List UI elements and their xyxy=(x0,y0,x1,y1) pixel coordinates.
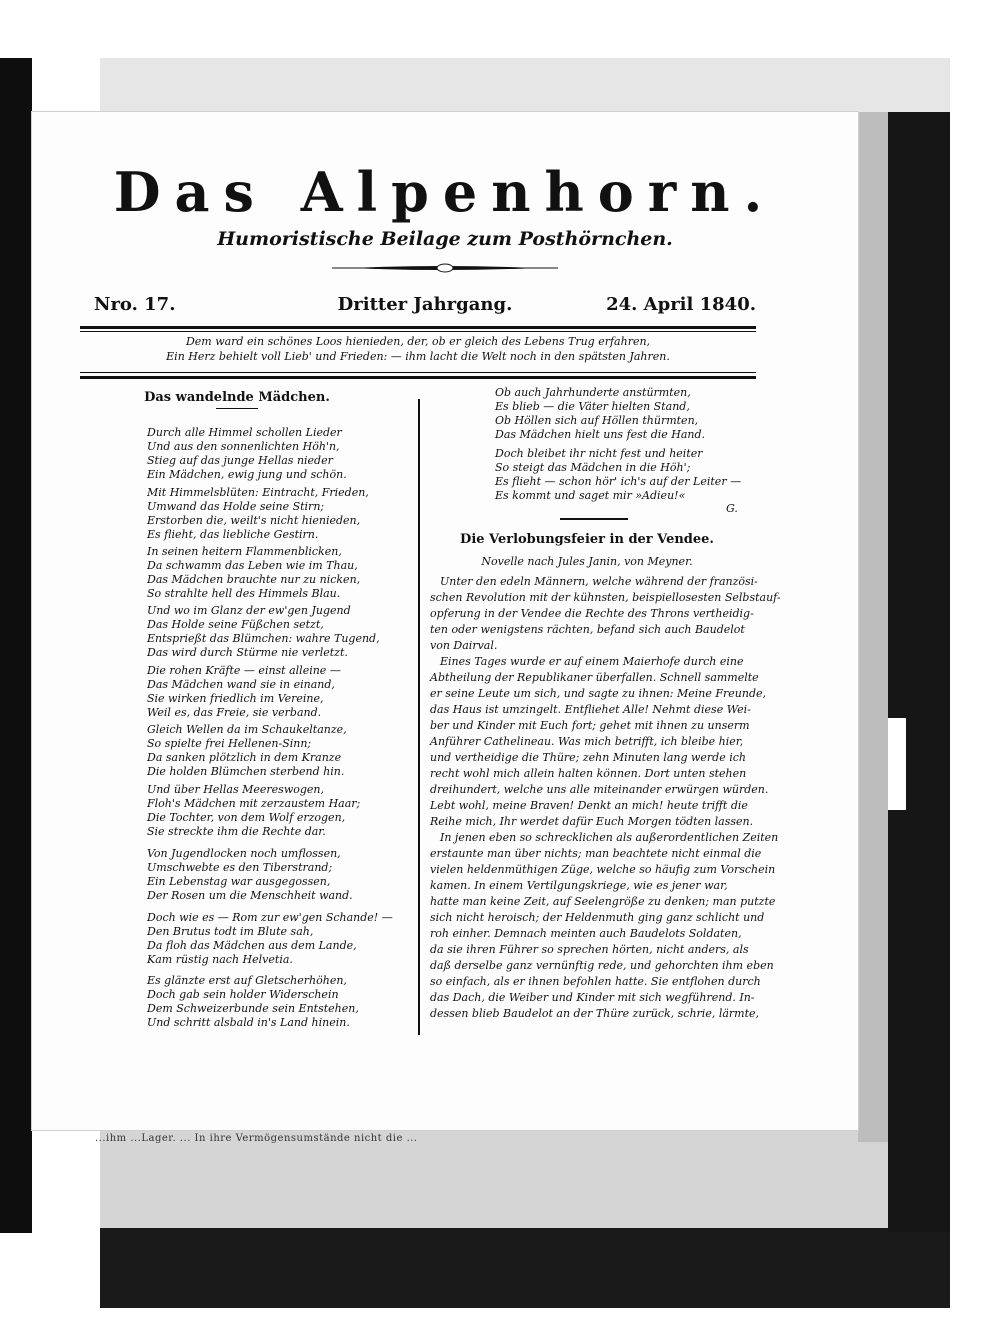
text-line: opferung in der Vendee die Rechte des Throns vertheidig- xyxy=(430,607,754,620)
text-line: und vertheidige die Thüre; zehn Minuten lang werde ich xyxy=(430,751,746,764)
verse-line: Und schritt alsbald in's Land hinein. xyxy=(147,1016,350,1029)
text-line: ber und Kinder mit Euch fort; gehet mit ihnen zu unserm xyxy=(430,719,750,732)
verse-line: Durch alle Himmel schollen Lieder xyxy=(147,426,342,439)
text-line: roh einher. Demnach meinten auch Baudelots Soldaten, xyxy=(430,927,742,940)
text-line: In jenen eben so schrecklichen als außerordentlichen Zeiten xyxy=(440,831,779,844)
poem-stanza xyxy=(147,604,380,660)
verse-line: Das Mädchen hielt uns fest die Hand. xyxy=(495,428,706,441)
verse-line: Dem Schweizerbunde sein Entstehen, xyxy=(147,1002,359,1015)
verse-line: Stieg auf das junge Hellas nieder xyxy=(147,454,333,467)
text-line: dreihundert, welche uns alle miteinander erwürgen würden. xyxy=(430,783,769,796)
novella-title: Die Verlobungsfeier in der Vendee. xyxy=(460,532,714,547)
verse-line: Gleich Wellen da im Schaukeltanze, xyxy=(147,723,347,736)
poem-stanza xyxy=(147,911,393,967)
bleed-through-text: ...ihm ...Lager. ... In ihre Vermögensumstände nicht die ... xyxy=(95,1133,418,1144)
issue-date: 24. April 1840. xyxy=(606,294,756,315)
verse-line: Es flieht, das liebliche Gestirn. xyxy=(147,528,319,541)
poem-stanza xyxy=(147,783,360,839)
verse-line: Es flieht — schon hör' ich's auf der Leiter — xyxy=(495,475,742,488)
poem-stanza xyxy=(147,545,360,601)
text-line: Unter den edeln Männern, welche während der französi- xyxy=(440,575,758,588)
verse-line: Die holden Blümchen sterbend hin. xyxy=(147,765,345,778)
verse-line: Das Mädchen brauchte nur zu nicken, xyxy=(147,573,361,586)
poem-stanza-continued xyxy=(495,447,741,503)
verse-line: Die Tochter, von dem Wolf erzogen, xyxy=(147,811,346,824)
verse-line: Und aus den sonnenlichten Höh'n, xyxy=(147,440,340,453)
verse-line: In seinen heitern Flammenblicken, xyxy=(147,545,342,558)
rule-bottom xyxy=(80,376,756,379)
verse-line: Von Jugendlocken noch umflossen, xyxy=(147,847,341,860)
text-line: ten oder wenigstens rächten, befand sich auch Baudelot xyxy=(430,623,745,636)
verse-line: Das wird durch Stürme nie verletzt. xyxy=(147,646,348,659)
verse-line: Da sanken plötzlich in dem Kranze xyxy=(147,751,342,764)
verse-line: Es blieb — die Väter hielten Stand, xyxy=(495,400,690,413)
text-line: das Haus ist umzingelt. Entfliehet Alle! Nehmt diese Wei- xyxy=(430,703,751,716)
text-line: sich nicht heroisch; der Heldenmuth ging ganz schlicht und xyxy=(430,911,765,924)
verse-line: Umwand das Holde seine Stirn; xyxy=(147,500,325,513)
ornament-divider xyxy=(332,263,558,273)
verse-line: Ob Höllen sich auf Höllen thürmten, xyxy=(495,414,699,427)
rule-bottom-inner xyxy=(80,372,756,373)
poem-stanza xyxy=(147,974,359,1030)
text-line: hatte man keine Zeit, auf Seelengröße zu denken; man putzte xyxy=(430,895,776,908)
verse-line: Es kommt und saget mir »Adieu!« xyxy=(495,489,686,502)
poem-signature: G. xyxy=(726,502,738,515)
paper-tab xyxy=(888,718,906,810)
text-line: Abtheilung der Republikaner überfallen. Schnell sammelte xyxy=(430,671,759,684)
verse-line: Mit Himmelsblüten: Eintracht, Frieden, xyxy=(147,486,369,499)
text-line: so einfach, als er ihnen befohlen hatte. Sie entflohen durch xyxy=(430,975,761,988)
novella-text xyxy=(430,574,781,1022)
text-line: erstaunte man über nichts; man beachtete nicht einmal die xyxy=(430,847,762,860)
poem-stanza xyxy=(147,486,369,542)
verse-line: Ein Lebenstag war ausgegossen, xyxy=(147,875,331,888)
verse-line: Doch gab sein holder Widerschein xyxy=(147,988,339,1001)
text-line: Eines Tages wurde er auf einem Maierhofe durch eine xyxy=(440,655,744,668)
scan-border-right xyxy=(888,112,950,1232)
verse-line: Doch wie es — Rom zur ew'gen Schande! — xyxy=(147,911,393,924)
issue-line xyxy=(94,294,756,320)
motto-line: Ein Herz behielt voll Lieb' und Frieden: — ihm lacht die Welt noch in den spätsten Jahren. xyxy=(166,350,670,363)
poem-stanza xyxy=(147,426,347,482)
text-line: Reihe mich, Ihr werdet dafür Euch Morgen tödten lassen. xyxy=(430,815,754,828)
issue-number: Nro. 17. xyxy=(94,294,176,315)
verse-line: Floh's Mädchen mit zerzaustem Haar; xyxy=(147,797,361,810)
text-line: recht wohl mich allein halten können. Dort unten stehen xyxy=(430,767,747,780)
text-line: er seine Leute um sich, und sagte zu ihnen: Meine Freunde, xyxy=(430,687,767,700)
column-divider xyxy=(418,399,420,1035)
page-edge-right xyxy=(858,112,888,1142)
poem-title: Das wandelnde Mädchen. xyxy=(144,390,330,405)
verse-line: Und wo im Glanz der ew'gen Jugend xyxy=(147,604,351,617)
motto-line: Dem ward ein schönes Loos hienieden, der, ob er gleich des Lebens Trug erfahren, xyxy=(185,335,651,348)
poem-stanza xyxy=(147,664,341,720)
masthead-subtitle: Humoristische Beilage zum Posthörnchen. xyxy=(217,228,673,250)
text-line: kamen. In einem Vertilgungskriege, wie es jener war, xyxy=(430,879,728,892)
rule-top-inner xyxy=(80,331,756,332)
verse-line: Sie wirken friedlich im Vereine, xyxy=(147,692,324,705)
verse-line: Kam rüstig nach Helvetia. xyxy=(147,953,293,966)
verse-line: Das Mädchen wand sie in einand, xyxy=(147,678,335,691)
rule-top xyxy=(80,326,756,329)
section-rule xyxy=(560,518,628,520)
verse-line: So spielte frei Hellenen-Sinn; xyxy=(147,737,312,750)
motto xyxy=(80,334,756,364)
verse-line: Da schwamm das Leben wie im Thau, xyxy=(147,559,358,572)
verse-line: So steigt das Mädchen in die Höh'; xyxy=(495,461,691,474)
masthead-title: Das Alpenhorn. xyxy=(113,160,777,224)
verse-line: Da floh das Mädchen aus dem Lande, xyxy=(147,939,357,952)
verse-line: Und über Hellas Meereswogen, xyxy=(147,783,324,796)
verse-line: Umschwebte es den Tiberstrand; xyxy=(147,861,333,874)
verse-line: Ein Mädchen, ewig jung und schön. xyxy=(147,468,347,481)
novella-subtitle: Novelle nach Jules Janin, von Meyner. xyxy=(481,555,693,568)
text-line: schen Revolution mit der kühnsten, beispiellosesten Selbstauf- xyxy=(430,591,781,604)
verse-line: Ob auch Jahrhunderte anstürmten, xyxy=(495,386,691,399)
text-line: da sie ihren Führer so sprechen hörten, nicht anders, als xyxy=(430,943,749,956)
poem-stanza-continued xyxy=(495,386,705,442)
verse-line: Das Holde seine Füßchen setzt, xyxy=(147,618,324,631)
verse-line: Doch bleibet ihr nicht fest und heiter xyxy=(495,447,703,460)
verse-line: Es glänzte erst auf Gletscherhöhen, xyxy=(147,974,347,987)
text-line: Anführer Cathelineau. Was mich betrifft, ich bleibe hier, xyxy=(430,735,744,748)
verse-line: Die rohen Kräfte — einst alleine — xyxy=(147,664,341,677)
volume-label: Dritter Jahrgang. xyxy=(337,294,513,315)
text-line: das Dach, die Weiber und Kinder mit sich wegführend. In- xyxy=(430,991,755,1004)
verse-line: So strahlte hell des Himmels Blau. xyxy=(147,587,341,600)
scan-border-bottom xyxy=(100,1228,950,1308)
poem-stanza xyxy=(147,847,353,903)
poem-title-rule xyxy=(216,408,258,409)
text-line: daß derselbe ganz vernünftig rede, und gehorchten ihm eben xyxy=(430,959,774,972)
text-line: von Dairval. xyxy=(430,639,498,652)
text-line: Lebt wohl, meine Braven! Denkt an mich! heute trifft die xyxy=(430,799,748,812)
verse-line: Sie streckte ihm die Rechte dar. xyxy=(147,825,326,838)
verse-line: Weil es, das Freie, sie verband. xyxy=(147,706,322,719)
verse-line: Der Rosen um die Menschheit wand. xyxy=(147,889,353,902)
scan-border-left xyxy=(0,58,32,1233)
newspaper-page xyxy=(32,112,858,1130)
text-line: vielen heldenmüthigen Züge, welche so häufig zum Vorschein xyxy=(430,863,776,876)
verse-line: Den Brutus todt im Blute sah, xyxy=(147,925,314,938)
verse-line: Erstorben die, weilt's nicht hienieden, xyxy=(147,514,361,527)
verse-line: Entsprießt das Blümchen: wahre Tugend, xyxy=(147,632,380,645)
text-line: dessen blieb Baudelot an der Thüre zurück, schrie, lärmte, xyxy=(430,1007,760,1020)
poem-stanza xyxy=(147,723,347,779)
